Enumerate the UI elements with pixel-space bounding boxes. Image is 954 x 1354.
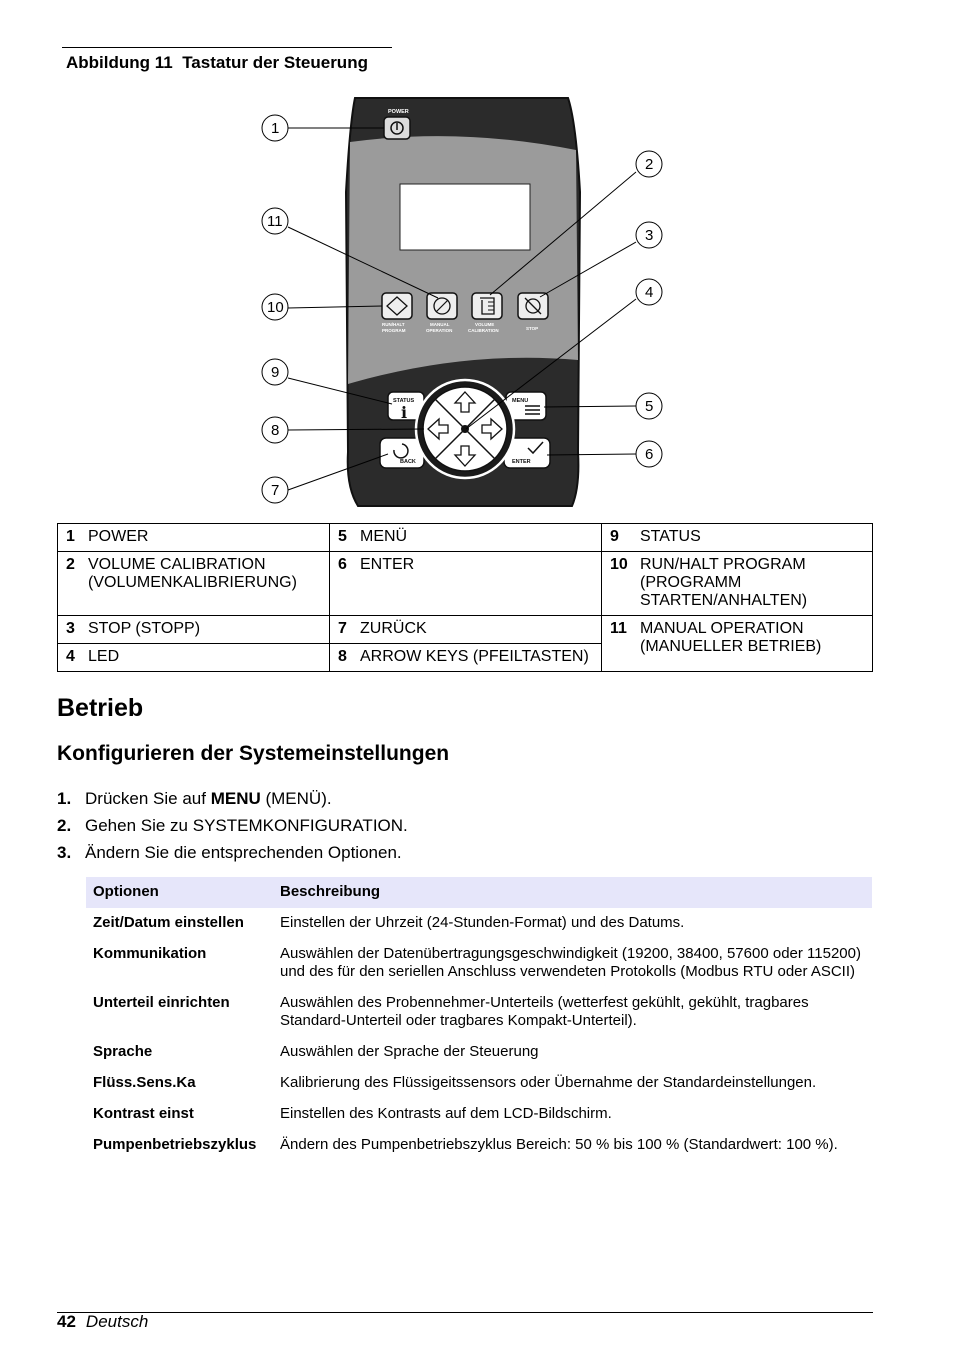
led-indicator	[461, 425, 469, 433]
status-key-label: STATUS	[393, 398, 415, 404]
column-header: Beschreibung	[273, 877, 872, 908]
page-footer	[57, 1312, 148, 1332]
figure-title: Tastatur der Steuerung	[182, 53, 368, 72]
list-item: 2. Gehen Sie zu SYSTEMKONFIGURATION.	[57, 816, 408, 835]
table-row: Flüss.Sens.Ka Kalibrierung des Flüssigeitssensors oder Übernahme der Standardeinstellungen.	[93, 1074, 817, 1091]
footer-divider	[57, 1312, 873, 1313]
legend-row: 4 LED 8 ARROW KEYS (PFEILTASTEN)	[58, 644, 873, 672]
run-halt-label-1: RUN/HALT	[382, 322, 405, 327]
power-key-label: POWER	[388, 109, 409, 115]
manual-label-2: OPERATION	[426, 328, 453, 333]
callout-11: 11	[267, 213, 283, 230]
table-header-row	[86, 877, 872, 908]
footer-language: Deutsch	[85, 1312, 149, 1331]
run-halt-label-2: PROGRAM	[382, 328, 406, 333]
callout-4: 4	[645, 284, 654, 301]
manual-label-1: MANUAL	[430, 322, 450, 327]
menu-key-label: MENU	[512, 398, 529, 404]
legend-table	[57, 523, 873, 672]
enter-key-label: ENTER	[512, 459, 531, 465]
subsection-title: Konfigurieren der Systemeinstellungen	[57, 742, 450, 765]
callout-1: 1	[271, 120, 280, 137]
power-button[interactable]	[384, 117, 410, 139]
list-item: 1. Drücken Sie auf MENU (MENÜ).	[57, 789, 332, 808]
figure-caption	[62, 47, 392, 73]
list-item: 3. Ändern Sie die entsprechenden Optionen.	[57, 843, 402, 862]
callout-9: 9	[271, 364, 280, 381]
volume-label-1: VOLUME	[475, 322, 495, 327]
run-halt-program-button[interactable]	[382, 293, 412, 319]
table-row: Zeit/Datum einstellen Einstellen der Uhrzeit (24-Stunden-Format) und des Datums.	[93, 914, 685, 931]
table-row: Kontrast einst Einstellen des Kontrasts auf dem LCD-Bildschirm.	[93, 1105, 612, 1122]
callout-5: 5	[645, 398, 654, 415]
stop-button[interactable]	[518, 293, 548, 319]
callout-2: 2	[645, 156, 654, 173]
stop-label: STOP	[526, 326, 539, 331]
steps-list	[57, 789, 408, 870]
callout-8: 8	[271, 422, 280, 439]
callout-7: 7	[271, 482, 280, 499]
section-title: Betrieb	[57, 694, 144, 722]
legend-row: 3 STOP (STOPP) 7 ZURÜCK 11 MANUAL OPERATION (MANUELLER BETRIEB)	[58, 616, 873, 644]
callout-6: 6	[645, 446, 654, 463]
column-header: Optionen	[86, 877, 273, 908]
table-row: Unterteil einrichten Auswählen des Probennehmer-Unterteils (wetterfest gekühlt, gekühlt, tragbares Standard-Unterteil oder tragbares Kompakt-Unterteil).	[93, 994, 809, 1029]
info-icon: i	[401, 403, 408, 422]
volume-label-2: CALIBRATION	[468, 328, 499, 333]
manual-operation-button[interactable]	[427, 293, 457, 319]
page-number: 42	[57, 1312, 76, 1331]
volume-calibration-button[interactable]	[472, 293, 502, 319]
table-row: Pumpenbetriebszyklus Ändern des Pumpenbetriebszyklus Bereich: 50 % bis 100 % (Standardwert: 100 %).	[93, 1136, 838, 1153]
callout-10: 10	[267, 299, 284, 316]
table-row: Kommunikation Auswählen der Datenübertragungsgeschwindigkeit (19200, 38400, 57600 oder 115200) und des für den seriellen Anschluss verwendeten Protokolls (Modbus RTU oder ASCII)	[93, 945, 861, 980]
table-row: Sprache Auswählen der Sprache der Steuerung	[93, 1043, 539, 1060]
keypad-figure	[250, 92, 680, 512]
callout-3: 3	[645, 227, 654, 244]
legend-row: 2 VOLUME CALIBRATION (VOLUMENKALIBRIERUNG) 6 ENTER 10 RUN/HALT PROGRAM (PROGRAMM STARTEN/ANHALTEN)	[58, 552, 873, 616]
back-key-label: BACK	[400, 459, 416, 465]
legend-row: 1 POWER 5 MENÜ 9 STATUS	[58, 524, 873, 552]
options-table	[86, 877, 872, 1161]
figure-label: Abbildung 11	[66, 53, 173, 72]
